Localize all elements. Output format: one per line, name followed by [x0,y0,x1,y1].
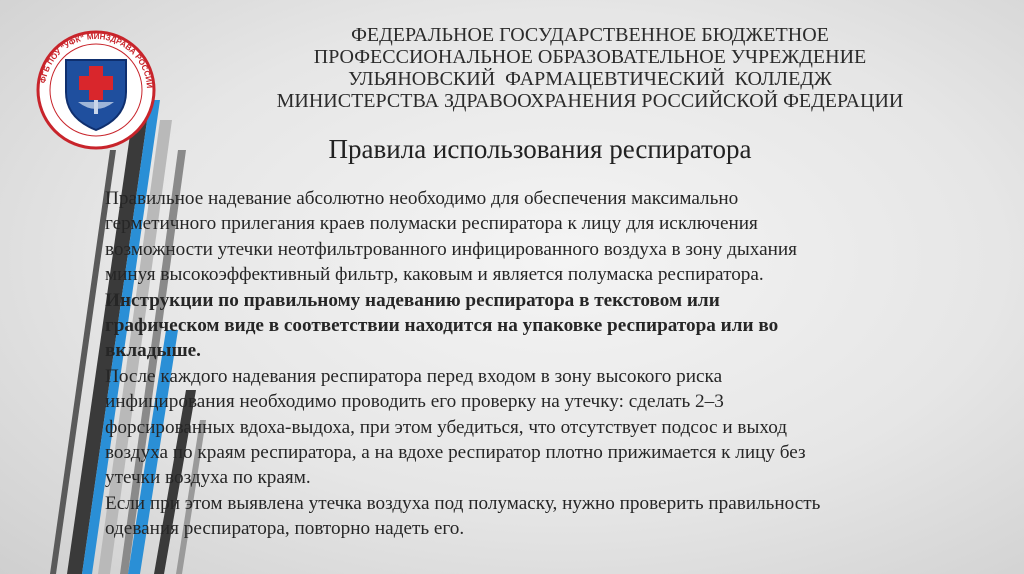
body-line: герметичного прилегания краев полумаски респиратора к лицу для исключения [105,213,758,235]
header-line: МИНИСТЕРСТВА ЗДРАВООХРАНЕНИЯ РОССИЙСКОЙ ФЕДЕРАЦИИ [276,90,904,112]
body-line: Если при этом выявлена утечка воздуха под полумаску, нужно проверить правильность [105,492,821,514]
body-line-bold: Инструкции по правильному надеванию респиратора в текстовом или [105,289,720,311]
slide-body [105,186,965,542]
body-line: инфицирования необходимо проводить его проверку на утечку: сделать 2–3 [105,391,724,413]
body-line: минуя высокоэффективный фильтр, каковым и является полумаска респиратора. [105,264,764,286]
college-logo [36,30,156,150]
header-line: ФЕДЕРАЛЬНОЕ ГОСУДАРСТВЕННОЕ БЮДЖЕТНОЕ [351,24,829,46]
body-line-bold: графическом виде в соответствии находится на упаковке респиратора или во [105,315,779,337]
body-line-bold: вкладыше. [105,340,201,362]
body-line: воздуха по краям респиратора, а на вдохе респиратор плотно прижимается к лицу без [105,442,806,464]
body-line: После каждого надевания респиратора перед входом в зону высокого риска [105,365,723,387]
logo-ring-text: ФГБ ПОУ "УФК" МИНЗДРАВА РОССИИ [38,31,155,89]
body-line: возможности утечки неотфильтрованного инфицированного воздуха в зону дыхания [105,238,797,260]
header-line: УЛЬЯНОВСКИЙ ФАРМАЦЕВТИЧЕСКИЙ КОЛЛЕДЖ [348,68,832,90]
body-line: форсированных вдоха-выдоха, при этом убедиться, что отсутствует подсос и выход [105,416,788,438]
institution-header [170,24,1010,112]
body-line: утечки воздуха по краям. [105,467,311,489]
header-line: ПРОФЕССИОНАЛЬНОЕ ОБРАЗОВАТЕЛЬНОЕ УЧРЕЖДЕНИЕ [313,46,867,68]
body-line: Правильное надевание абсолютно необходимо для обеспечения максимально [105,188,739,209]
body-line: одевания респиратора, повторно надеть его. [105,518,465,540]
slide-title: Правила использования респиратора [328,134,752,164]
